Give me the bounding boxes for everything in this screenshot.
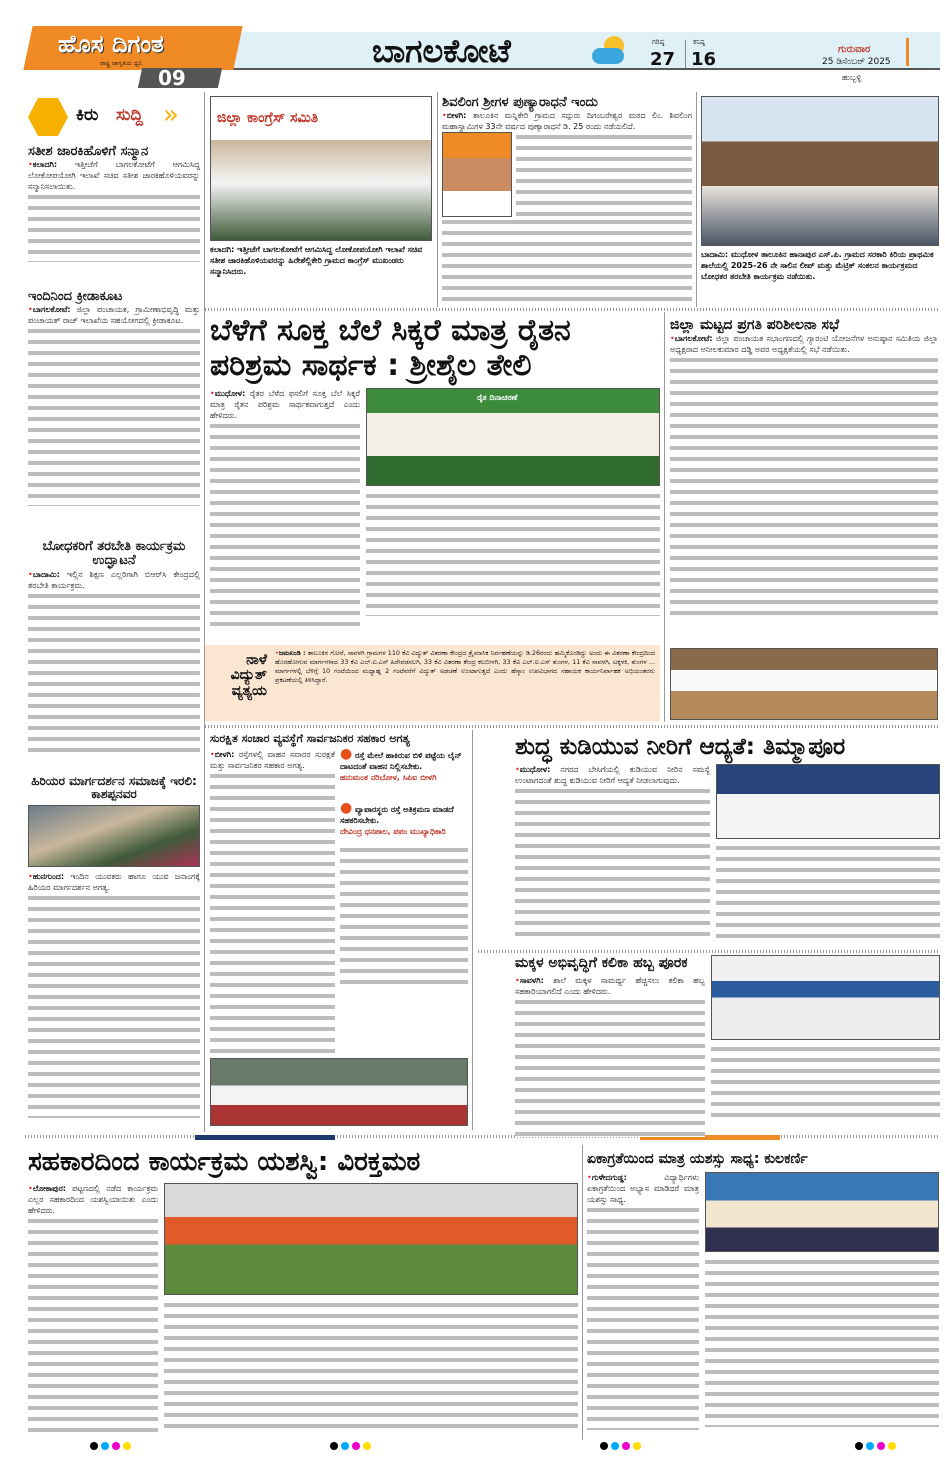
quote-box-2 [340,800,468,837]
dateline: ಬೀಳಗಿ: [446,111,467,121]
masthead [0,0,945,92]
quote-text: ವ್ಯಾಪಾರಸ್ಥರು ರಸ್ತೆ ಅತಿಕ್ರಮಣ ಮಾಡದೆ ಸಹಕರಿಸಬೇಕು. [340,805,454,826]
headline: ಜಿಲ್ಲಾ ಮಟ್ಟದ ಪ್ರಗತಿ ಪರಿಶೀಲನಾ ಸಭೆ [670,317,840,333]
power-cut-label: ನಾಳೆ ವಿದ್ಯುತ್ ವ್ಯತ್ಯಯ [230,652,267,699]
headline: ಬೋಧಕರಿಗೆ ತರಬೇತಿ ಕಾರ್ಯಕ್ರಮ ಉದ್ಘಾಟನೆ [42,539,186,569]
flame-icon: ● [340,800,353,817]
photo [210,96,432,241]
photo [701,96,939,246]
headline: ಶಿವಲಿಂಗ ಶ್ರೀಗಳ ಪುಣ್ಯಾರಾಧನೆ ಇಂದು [442,95,598,110]
headline-line-2: ಪರಿಶ್ರಮ ಸಾರ್ಥಕ : ಶ್ರೀಶೈಲ ತೇಲಿ [210,348,532,383]
dateline: ಬೀಳಗಿ: [214,750,235,760]
article-kalika: ಮಕ್ಕಳ ಅಭಿವೃದ್ಧಿಗೆ ಕಲಿಕಾ ಹಬ್ಬ ಪೂರಕ •ಸಾವಳಗಿ: ಶಾಲೆ ಮಕ್ಕಳ ಸಾಮರ್ಥ್ಯ ಹೆಚ್ಚಿಸಲು ಕಲಿಕಾ ಹಬ್ಬ ಸಹಕಾರಿಯಾಗಲಿದೆ ಎಂದು ಹೇಳಿದರು. [515,956,940,1137]
article-safe-traffic: ಸುರಕ್ಷಿತ ಸಂಚಾರ ವ್ಯವಸ್ಥೆಗೆ ಸಾರ್ವಜನಿಕರ ಸಹಕಾರ ಅಗತ್ಯ •ಬೀಳಗಿ: ರಸ್ತೆಗಳಲ್ಲಿ ವಾಹನ ಸವಾರರ ಸುರಕ್ಷತೆ ಮತ್ತು ಸಾರ್ವಜನಿಕರ ಸಹಕಾರ ಅಗತ್ಯ. ● ರಸ್ತೆ ಮೇಲೆ ಹಾಕಿರುವ ಬಿಳಿ ಪಟ್ಟೆಯ ಲೈನ್ ದಾಟದಂತೆ ವಾಹನ ನಿಲ್ಲಿಸಬೇಕು. ಹನುಮಂತ ನರಿಬೋಳ, ಸಿಪಿಐ ಬೀಳಗಿ ● ವ್ಯಾಪಾರಸ್ಥರು ರಸ್ತೆ ಅತಿಕ್ರಮಣ ಮಾಡದೆ ಸಹಕರಿಸಬೇಕು. ದೇವಿಂದ್ರ ಧನಪಾಲ, ಪಪಂ ಮುಖ್ಯಾಧಿಕಾರಿ [210,733,468,1061]
photo [28,805,200,867]
article-focus: ಏಕಾಗ್ರತೆಯಿಂದ ಮಾತ್ರ ಯಶಸ್ಸು ಸಾಧ್ಯ: ಕುಲಕರ್ಣಿ •ಗುಳೇದಗುಡ್ಡ: ವಿದ್ಯಾರ್ಥಿಗಳು ಏಕಾಗ್ರತೆಯಿಂದ ಅಭ್ಯಾಸ ಮಾಡಿದರೆ ಮಾತ್ರ ಯಶಸ್ಸು ಸಾಧ್ಯ. [587,1152,939,1430]
dateline: ಬಾದಾಮಿ: [32,569,60,579]
min-temp-label: ಕನಿಷ್ಠ [693,38,705,46]
headline: ಶುದ್ಧ ಕುಡಿಯುವ ನೀರಿಗೆ ಆದ್ಯತೆ: ತಿಮ್ಮಾಪೂರ [515,734,846,760]
max-temp-label: ಗರಿಷ್ಠ [652,38,665,46]
dateline: ಬಾಗಲಕೋಟೆ: [674,334,713,344]
article-left-4: ಹಿರಿಯರ ಮಾರ್ಗದರ್ಶನ ಸಮಾಜಕ್ಕೆ ಇರಲಿ: ಕಾಶಪ್ಪನವರ •ಹುನಗುಂದ: ಇಂದಿನ ಯುವಕರು ಹಾಗೂ ಯುವ ಜನಾಂಗಕ್ಕೆ ಹಿರಿಯರ ಮಾರ್ಗದರ್ಶನ ಅಗತ್ಯ. [28,775,200,1118]
photo [711,955,940,1040]
photo-story-badami [701,96,939,282]
headline: ಏಕಾಗ್ರತೆಯಿಂದ ಮಾತ್ರ ಯಶಸ್ಸು ಸಾಧ್ಯ: ಕುಲಕರ್ಣಿ [587,1151,808,1167]
min-temp: 16 [691,49,717,70]
dateline: ಬಾಗಲಕೋಟೆ: [32,305,71,315]
article-water: ಶುದ್ಧ ಕುಡಿಯುವ ನೀರಿಗೆ ಆದ್ಯತೆ: ತಿಮ್ಮಾಪೂರ •ಮುಧೋಳ: ನಗರದ ಬೇಸಿಗೆಯಲ್ಲಿ ಕುಡಿಯುವ ನೀರಿನ ಸಮಸ್ಯೆ ಉಂಟಾಗದಂತೆ ಶುದ್ಧ ಕುಡಿಯುವ ನೀರಿಗೆ ಆದ್ಯತೆ ನೀಡಲಾಗುವುದು. [515,735,940,943]
logo-text: ಹೊಸ ದಿಗಂತ [58,30,164,58]
kirusuddi-label-a: ಕಿರು [76,105,99,125]
photo-banner: ಜಿಲ್ಲಾ ಕಾಂಗ್ರೆಸ್ ಸಮಿತಿ [217,110,319,126]
article-left-3: ಬೋಧಕರಿಗೆ ತರಬೇತಿ ಕಾರ್ಯಕ್ರಮ ಉದ್ಘಾಟನೆ •ಬಾದಾಮಿ: ಇಲ್ಲಿನ ಶಿಕ್ಷಣ ಎಲ್ಲರಿಗಾಗಿ ಬಿಆರ್‌ಸಿ ಕೇಂದ್ರದಲ್ಲಿ ತರಬೇತಿ ಕಾರ್ಯಕ್ರಮ. [28,540,200,756]
edition: ಹುಬ್ಬಳ್ಳಿ [842,73,862,82]
headline: ಸತೀಶ ಜಾರಕಿಹೊಳಿಗೆ ಸನ್ಮಾನ [28,144,149,159]
photo-banner: ರೈತ ದಿನಾಚರಣೆ [477,393,518,402]
dateline: ಲೋಕಾಪುರ: [32,1183,66,1193]
photo [164,1183,578,1295]
lead-text: ಪಟ್ಟಣದಲ್ಲಿ ನಡೆದ ಕಾರ್ಯಕ್ರಮ ಎಲ್ಲರ ಸಹಕಾರದಿಂದ ಯಶಸ್ವಿಯಾಯಿತು ಎಂದು ಹೇಳಿದರು. [28,1183,158,1215]
headline: ಇಂದಿನಿಂದ ಕ್ರೀಡಾಕೂಟ [28,289,123,304]
dateline: ಮುಧೋಳ: [214,389,246,398]
photo [366,388,660,486]
dateline: ಸಾವಳಗಿ: [519,976,544,986]
tagline: ರಾಷ್ಟ್ರ ಜಾಗೃತಿಯ ಧ್ವನಿ [100,60,143,67]
meeting-photo [670,648,938,720]
day: ಗುರುವಾರ [838,44,871,55]
page-number: 09 [158,66,186,90]
lead-text: ರಸ್ತೆಗಳಲ್ಲಿ ವಾಹನ ಸವಾರರ ಸುರಕ್ಷತೆ ಮತ್ತು ಸಾರ್ವಜನಿಕರ ಸಹಕಾರ ಅಗತ್ಯ. [210,750,335,771]
headline: ಸುರಕ್ಷಿತ ಸಂಚಾರ ವ್ಯವಸ್ಥೆಗೆ ಸಾರ್ವಜನಿಕರ ಸಹಕಾರ ಅಗತ್ಯ [210,732,410,745]
color-registration-marks [330,1442,371,1450]
power-cut-notice: ನಾಳೆ ವಿದ್ಯುತ್ ವ್ಯತ್ಯಯ •ಜಮಖಂಡಿ : ತಾಲೂಕಿನ ಗೋಠೆ, ಸಾವಳಗಿ ಗ್ರಾಮಗಳ 110 ಕೆವಿ ವಿದ್ಯುತ್ ವಿತರಣಾ ಕೇಂದ್ರದ ತ್ರೈಮಾಸಿಕ ನಿರ್ವಹಣೆಯನ್ನು ಡಿ.26ರಂದು ಹಮ್ಮಿಕೊಂಡಿದ್ದು ಅಂದು ಈ ವಿತರಣಾ ಕೇಂದ್ರದಿಂದ ಹೊರಹೋಗುವ ಮಾರ್ಗಗಳಾದ 33 ಕೆವಿ ಎಲ್.ಐ.ಎಸ್ ಹಿರೇಪಡಸಲಗಿ, 33 ಕೆವಿ ವಿತರಣಾ ಕೇಂದ್ರ ಕಲಬೀಳಗಿ, 33 ಕೆವಿ ಎಲ್.ಐ.ಎಸ್ ತುಂಗಳ, 11 ಕೆವಿ ಸಾವಳಗಿ, ಟಕ್ಕಳಕಿ, ತುಂಗಳ ... ಮಾರ್ಗಗಳಲ್ಲಿ ಬೆಳಿಗ್ಗೆ 10 ಗಂಟೆಯಿಂದ ಮಧ್ಯಾಹ್ನ 2 ಗಂಟೆವರೆಗೆ ವಿದ್ಯುತ್ ಅಡಚಣೆ ಉಂಟಾಗುತ್ತದೆ ಎಂದು ಹೆಸ್ಕಾಂ ಉಪವಿಭಾಗದ ಸಹಾಯಕ ಕಾರ್ಯನಿರ್ವಾಹಕ ಅಭಿಯಂತರರು ಪ್ರಕಟಣೆಯಲ್ಲಿ ತಿಳಿಸಿದ್ದಾರೆ. [205,645,660,721]
article-shivalinga: ಶಿವಲಿಂಗ ಶ್ರೀಗಳ ಪುಣ್ಯಾರಾಧನೆ ಇಂದು •ಬೀಳಗಿ: ತಾಲೂಕಿನ ಮನ್ನಿಕೇರಿ ಗ್ರಾಮದ ಸದ್ಗುರು ದಿಗಂಬರೇಶ್ವರ ಮಠದ ಲಿಂ. ಶಿವಲಿಂಗ ಮಹಾಸ್ವಾಮಿಗಳ 33ನೇ ವರ್ಷದ ಪುಣ್ಯಾರಾಧನೆ ಡಿ. 25 ರಂದು ನಡೆಯಲಿದೆ. [442,96,692,307]
article-left-2: ಇಂದಿನಿಂದ ಕ್ರೀಡಾಕೂಟ •ಬಾಗಲಕೋಟೆ: ಜಿಲ್ಲಾ ಪಂಚಾಯತ, ಗ್ರಾಮೀಣಾಭಿವೃದ್ಧಿ ಮತ್ತು ಪಂಚಾಯತ್ ರಾಜ್ ಇಲಾಖೆಯ ಸಹಯೋಗದಲ್ಲಿ ಕ್ರೀಡಾಕೂಟ. [28,290,200,506]
quote-text: ರಸ್ತೆ ಮೇಲೆ ಹಾಕಿರುವ ಬಿಳಿ ಪಟ್ಟೆಯ ಲೈನ್ ದಾಟದಂತೆ ವಾಹನ ನಿಲ್ಲಿಸಬೇಕು. [340,751,462,772]
color-registration-marks [855,1442,896,1450]
article-left-1: ಸತೀಶ ಜಾರಕಿಹೊಳಿಗೆ ಸನ್ಮಾನ •ಕಲಾದಗಿ: ಇತ್ತೀಚೆಗೆ ಬಾಗಲಕೋಟೆಗೆ ಆಗಮಿಸಿದ್ದ ಲೋಕೋಪಯೋಗಿ ಇಲಾಖೆ ಸಚಿವ ಸತೀಶ ಜಾರಕಿಹೊಳಿಯವರನ್ನು ಸನ್ಮಾನಿಸಲಾಯಿತು. [28,145,200,262]
weather-icon [592,36,628,66]
date: 25 ಡಿಸೆಂಬರ್ 2025 [822,57,891,67]
quote-author: ದೇವಿಂದ್ರ ಧನಪಾಲ, ಪಪಂ ಮುಖ್ಯಾಧಿಕಾರಿ [340,827,446,837]
lead-text: ತಾಲೂಕಿನ ಮನ್ನಿಕೇರಿ ಗ್ರಾಮದ ಸದ್ಗುರು ದಿಗಂಬರೇಶ್ವರ ಮಠದ ಲಿಂ. ಶಿವಲಿಂಗ ಮಹಾಸ್ವಾಮಿಗಳ 33ನೇ ವರ್ಷದ ಪುಣ್ಯಾರಾಧನೆ ಡಿ. 25 ರಂದು ನಡೆಯಲಿದೆ. [442,111,693,132]
photo-caption: ಬಾದಾಮಿ: ಮುಧೋಳ ತಾಲೂಕಿನ ಹಾನಾಪುರ ಎಸ್.ಪಿ. ಗ್ರಾಮದ ಸರಕಾರಿ ಕಿರಿಯ ಪ್ರಾಥಮಿಕ ಶಾಲೆಯಲ್ಲಿ 2025-26 ನೇ ಸಾಲಿನ ಲೀಪ್ ಮತ್ತು ಮೆಟ್ರಿಕ್ ಸಂಕಲನ ಕಾರ್ಯಕ್ರಮದ ಬೋಧಕರ ತರಬೇತಿ ಕಾರ್ಯಕ್ರಮ ನಡೆಯಿತು. [701,250,934,281]
dateline: ಜಮಖಂಡಿ : [278,649,306,657]
lead-text: ಜಿಲ್ಲಾ ಪಂಚಾಯತ ಸಭಾಂಗಣದಲ್ಲಿ ಗ್ಯಾರಂಟಿ ಯೋಜನೆಗಳ ಅನುಷ್ಠಾನ ಸಮಿತಿಯ ಜಿಲ್ಲಾ ಅಧ್ಯಕ್ಷರಾದ ಅನೀಲಕುಮಾರ ದಡ್ಡಿ ಅವರ ಅಧ್ಯಕ್ಷತೆಯಲ್ಲಿ ಸಭೆ ನಡೆಯಿತು. [670,334,938,355]
lead-text: ಶಾಲೆ ಮಕ್ಕಳ ಸಾಮರ್ಥ್ಯ ಹೆಚ್ಚಿಸಲು ಕಲಿಕಾ ಹಬ್ಬ ಸಹಕಾರಿಯಾಗಲಿದೆ ಎಂದು ಹೇಳಿದರು. [515,976,705,997]
flame-icon: ● [340,746,353,763]
dateline: ಮುಧೋಳ: [519,765,551,775]
hand-icon [28,98,68,136]
article-cooperation: ಸಹಕಾರದಿಂದ ಕಾರ್ಯಕ್ರಮ ಯಶಸ್ವಿ: ವಿರಕ್ತಮಠ •ಲೋಕಾಪುರ: ಪಟ್ಟಣದಲ್ಲಿ ನಡೆದ ಕಾರ್ಯಕ್ರಮ ಎಲ್ಲರ ಸಹಕಾರದಿಂದ ಯಶಸ್ವಿಯಾಯಿತು ಎಂದು ಹೇಳಿದರು. [28,1148,578,1436]
photo [210,1058,468,1126]
dateline: ಕಲಾದಗಿ: [32,160,58,170]
photo-story-top [210,96,432,277]
lead-text: ಇಲ್ಲಿನ ಶಿಕ್ಷಣ ಎಲ್ಲರಿಗಾಗಿ ಬಿಆರ್‌ಸಿ ಕೇಂದ್ರದಲ್ಲಿ ತರಬೇತಿ ಕಾರ್ಯಕ್ರಮ. [28,569,201,590]
headline-line-1: ಬೆಳೆಗೆ ಸೂಕ್ತ ಬೆಲೆ ಸಿಕ್ಕರೆ ಮಾತ್ರ ರೈತನ [210,313,571,348]
dateline: ಹುನಗುಂದ: [32,872,65,882]
lead-text: ಇತ್ತೀಚೆಗೆ ಬಾಗಲಕೋಟೆಗೆ ಆಗಮಿಸಿದ್ದ ಲೋಕೋಪಯೋಗಿ ಇಲಾಖೆ ಸಚಿವ ಸತೀಶ ಜಾರಕಿಹೊಳಿಯವರನ್ನು ಸನ್ಮಾನಿಸಲಾಯಿತು. [28,160,200,192]
lead-text: ಜಿಲ್ಲಾ ಪಂಚಾಯತ, ಗ್ರಾಮೀಣಾಭಿವೃದ್ಧಿ ಮತ್ತು ಪಂಚಾಯತ್ ರಾಜ್ ಇಲಾಖೆಯ ಸಹಯೋಗದಲ್ಲಿ ಕ್ರೀಡಾಕೂಟ. [28,305,200,326]
headline: ಮಕ್ಕಳ ಅಭಿವೃದ್ಧಿಗೆ ಕಲಿಕಾ ಹಬ್ಬ ಪೂರಕ [515,955,688,971]
headline: ಸಹಕಾರದಿಂದ ಕಾರ್ಯಕ್ರಮ ಯಶಸ್ವಿ: ವಿರಕ್ತಮಠ [28,1147,421,1177]
photo [705,1172,939,1252]
lead-text: ಇಂದಿನ ಯುವಕರು ಹಾಗೂ ಯುವ ಜನಾಂಗಕ್ಕೆ ಹಿರಿಯರ ಮಾರ್ಗದರ್ಶನ ಅಗತ್ಯ. [28,872,200,893]
notice-text: ತಾಲೂಕಿನ ಗೋಠೆ, ಸಾವಳಗಿ ಗ್ರಾಮಗಳ 110 ಕೆವಿ ವಿದ್ಯುತ್ ವಿತರಣಾ ಕೇಂದ್ರದ ತ್ರೈಮಾಸಿಕ ನಿರ್ವಹಣೆಯನ್ನು ಡಿ.26ರಂದು ಹಮ್ಮಿಕೊಂಡಿದ್ದು ಅಂದು ಈ ವಿತರಣಾ ಕೇಂದ್ರದಿಂದ ಹೊರಹೋಗುವ ಮಾರ್ಗಗಳಾದ 33 ಕೆವಿ ಎಲ್.ಐ.ಎಸ್ ಹಿರೇಪಡಸಲಗಿ, 33 ಕೆವಿ ವಿತರಣಾ ಕೇಂದ್ರ ಕಲಬೀಳಗಿ, 33 ಕೆವಿ ಎಲ್.ಐ.ಎಸ್ ತುಂಗಳ, 11 ಕೆವಿ ಸಾವಳಗಿ, ಟಕ್ಕಳಕಿ, ತುಂಗಳ ... ಮಾರ್ಗಗಳಲ್ಲಿ ಬೆಳಿಗ್ಗೆ 10 ಗಂಟೆಯಿಂದ ಮಧ್ಯಾಹ್ನ 2 ಗಂಟೆವರೆಗೆ ವಿದ್ಯುತ್ ಅಡಚಣೆ ಉಂಟಾಗುತ್ತದೆ ಎಂದು ಹೆಸ್ಕಾಂ ಉಪವಿಭಾಗದ ಸಹಾಯಕ ಕಾರ್ಯನಿರ್ವಾಹಕ ಅಭಿಯಂತರರು ಪ್ರಕಟಣೆಯಲ್ಲಿ ತಿಳಿಸಿದ್ದಾರೆ. [275,649,655,684]
lead-text: ನಗರದ ಬೇಸಿಗೆಯಲ್ಲಿ ಕುಡಿಯುವ ನೀರಿನ ಸಮಸ್ಯೆ ಉಂಟಾಗದಂತೆ ಶುದ್ಧ ಕುಡಿಯುವ ನೀರಿಗೆ ಆದ್ಯತೆ ನೀಡಲಾಗುವುದು. [515,765,711,786]
quote-author: ಹನುಮಂತ ನರಿಬೋಳ, ಸಿಪಿಐ ಬೀಳಗಿ [340,773,437,783]
section-title: ಬಾಗಲಕೋಟೆ [372,32,511,70]
kirusuddi-badge: ಕಿರು ಸುದ್ದಿ » [28,98,178,136]
lead-story: ಬೆಳೆಗೆ ಸೂಕ್ತ ಬೆಲೆ ಸಿಕ್ಕರೆ ಮಾತ್ರ ರೈತನ ಪರಿಶ್ರಮ ಸಾರ್ಥಕ : ಶ್ರೀಶೈಲ ತೇಲಿ •ಮುಧೋಳ: ರೈತರ ಬೆಳೆದ ಫಸಲಿಗೆ ಸೂಕ್ತ ಬೆಲೆ ಸಿಕ್ಕರೆ ಮಾತ್ರ ರೈತನ ಪರಿಶ್ರಮ ಸಾರ್ಥಕವಾಗುತ್ತದೆ ಎಂದು ಹೇಳಿದರು. ರೈತ ದಿನಾಚರಣೆ [210,314,660,626]
lead-text: ವಿದ್ಯಾರ್ಥಿಗಳು ಏಕಾಗ್ರತೆಯಿಂದ ಅಭ್ಯಾಸ ಮಾಡಿದರೆ ಮಾತ್ರ ಯಶಸ್ಸು ಸಾಧ್ಯ. [587,1173,699,1205]
headline: ಹಿರಿಯರ ಮಾರ್ಗದರ್ಶನ ಸಮಾಜಕ್ಕೆ ಇರಲಿ: ಕಾಶಪ್ಪನವರ [31,774,197,802]
color-registration-marks [600,1442,641,1450]
portrait-photo [442,132,512,217]
article-district-meeting: ಜಿಲ್ಲಾ ಮಟ್ಟದ ಪ್ರಗತಿ ಪರಿಶೀಲನಾ ಸಭೆ •ಬಾಗಲಕೋಟೆ: ಜಿಲ್ಲಾ ಪಂಚಾಯತ ಸಭಾಂಗಣದಲ್ಲಿ ಗ್ಯಾರಂಟಿ ಯೋಜನೆಗಳ ಅನುಷ್ಠಾನ ಸಮಿತಿಯ ಜಿಲ್ಲಾ ಅಧ್ಯಕ್ಷರಾದ ಅನೀಲಕುಮಾರ ದಡ್ಡಿ ಅವರ ಅಧ್ಯಕ್ಷತೆಯಲ್ಲಿ ಸಭೆ ನಡೆಯಿತು. [670,318,938,620]
dateline: ಗುಳೇದಗುಡ್ಡ: [591,1173,627,1183]
color-registration-marks [90,1442,131,1450]
photo-caption: ಕಲಾದಗಿ: ಇತ್ತೀಚೆಗೆ ಬಾಗಲಕೋಟೆಗೆ ಆಗಮಿಸಿದ್ದ ಲೋಕೋಪಯೋಗಿ ಇಲಾಖೆ ಸಚಿವ ಸತೀಶ ಜಾರಕಿಹೊಳಿಯವರನ್ನು ಹಿರೇಶೆಲ್ಲಿಕೇರಿ ಗ್ರಾಮದ ಕಾಂಗ್ರೆಸ್ ಮುಖಂಡರು ಸನ್ಮಾನಿಸಿದರು. [210,245,423,276]
quote-box-1 [340,746,468,783]
max-temp: 27 [650,49,676,70]
kirusuddi-label-b: ಸುದ್ದಿ [116,105,143,125]
lead-text: ರೈತರ ಬೆಳೆದ ಫಸಲಿಗೆ ಸೂಕ್ತ ಬೆಲೆ ಸಿಕ್ಕರೆ ಮಾತ್ರ ರೈತನ ಪರಿಶ್ರಮ ಸಾರ್ಥಕವಾಗುತ್ತದೆ ಎಂದು ಹೇಳಿದರು. [210,389,360,420]
photo [716,764,940,839]
